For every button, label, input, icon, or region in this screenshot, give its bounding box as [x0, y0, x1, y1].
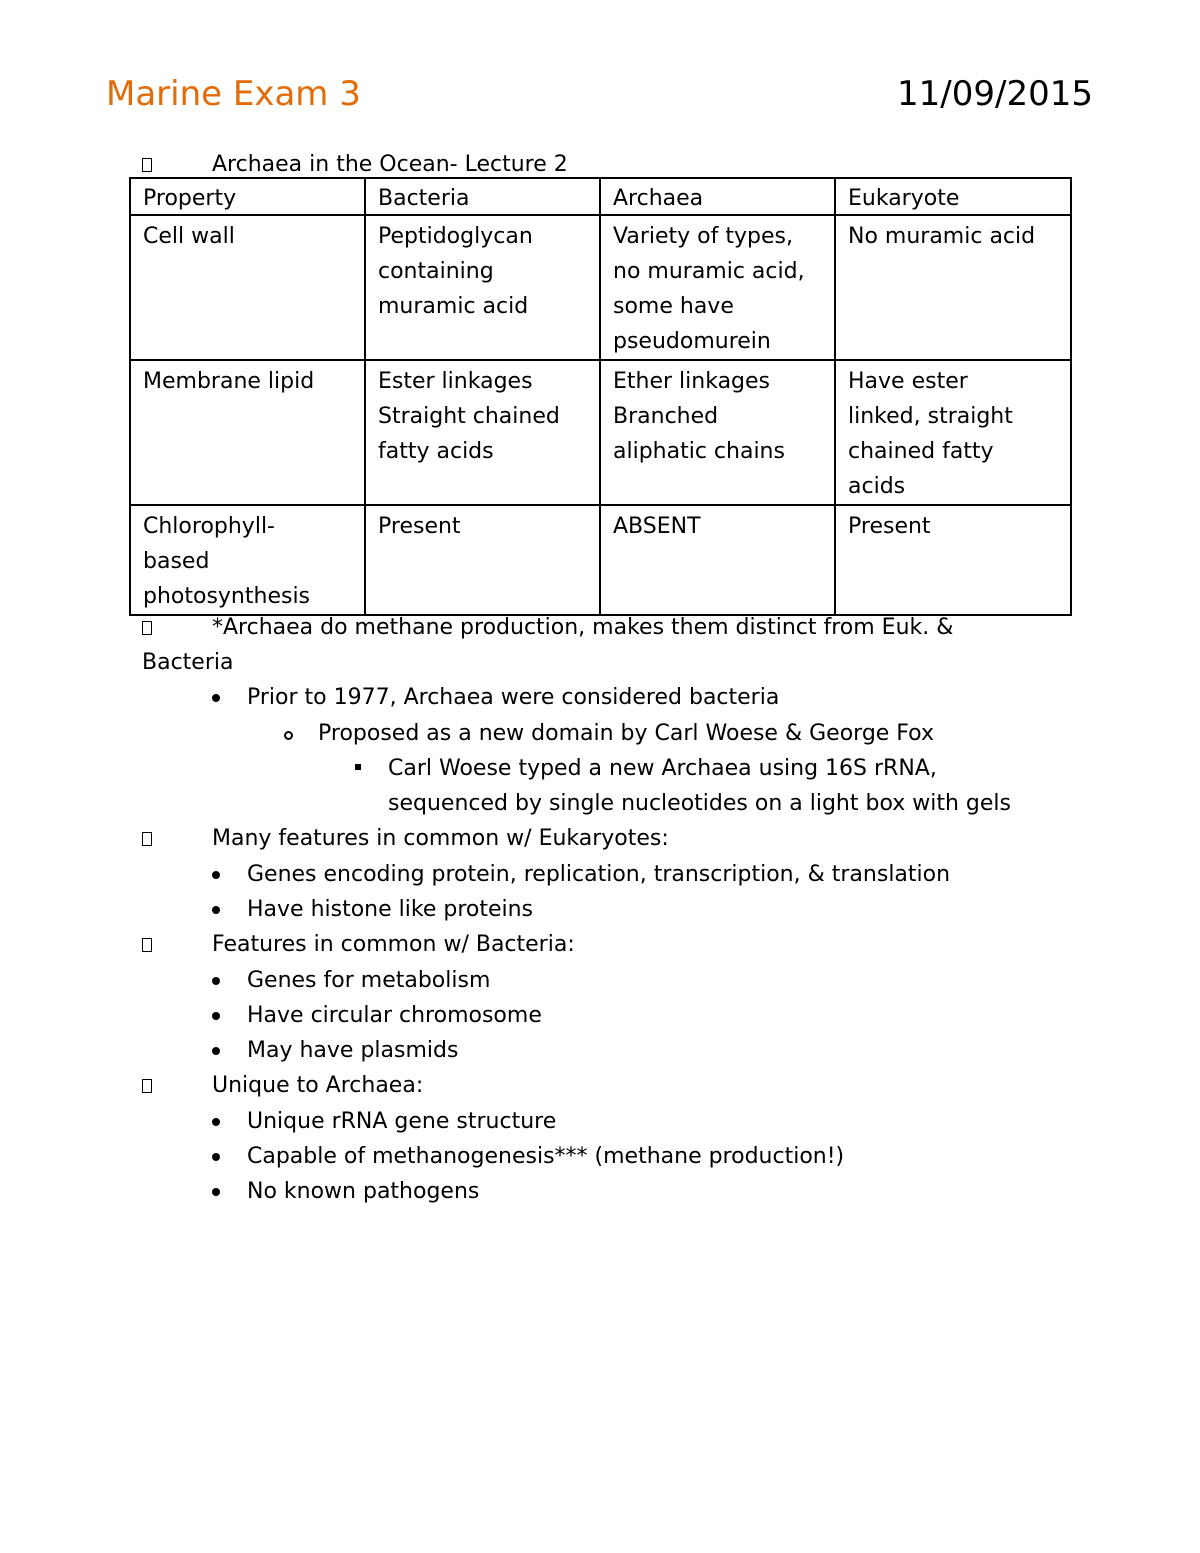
table-row: [130, 360, 1071, 505]
list-item: Prior to 1977, Archaea were considered bacteria: [247, 685, 780, 710]
missing-glyph-icon: [140, 1069, 154, 1104]
table-cell: Variety of types, no muramic acid, some have pseudomurein: [600, 215, 835, 360]
table-cell: Peptidoglycan containing muramic acid: [365, 215, 600, 360]
section-heading: Many features in common w/ Eukaryotes:: [212, 826, 669, 851]
comparison-table: [129, 177, 1072, 616]
table-row: [130, 505, 1071, 615]
list-item: Capable of methanogenesis*** (methane production!): [247, 1144, 845, 1169]
bullet-icon: [212, 1118, 220, 1126]
table-cell: ABSENT: [600, 505, 835, 615]
column-header: Archaea: [600, 178, 835, 215]
bullet-icon: [212, 871, 220, 879]
bullet-ring-icon: [284, 731, 293, 740]
list-item: Have histone like proteins: [247, 897, 534, 922]
list-item: Carl Woese typed a new Archaea using 16S rRNA,: [388, 756, 937, 781]
bullet-icon: [212, 906, 220, 914]
table-cell: Cell wall: [130, 215, 365, 360]
table-cell: Present: [835, 505, 1071, 615]
list-item: Genes encoding protein, replication, transcription, & translation: [247, 862, 951, 887]
column-header: Property: [130, 178, 365, 215]
list-item-continued: sequenced by single nucleotides on a light box with gels: [388, 791, 1011, 816]
column-header: Eukaryote: [835, 178, 1071, 215]
section-heading: Archaea in the Ocean- Lecture 2: [212, 152, 568, 177]
table-row: [130, 215, 1071, 360]
bullet-icon: [212, 1047, 220, 1055]
note-methane-line: *Archaea do methane production, makes them distinct from Euk. &: [212, 615, 954, 640]
table-header-row: [130, 178, 1071, 215]
bullet-icon: [212, 1012, 220, 1020]
document-date: 11/09/2015: [897, 74, 1093, 114]
column-header: Bacteria: [365, 178, 600, 215]
table-cell: Chlorophyll- based photosynthesis: [130, 505, 365, 615]
table-cell: Ester linkages Straight chained fatty acids: [365, 360, 600, 505]
list-item: Proposed as a new domain by Carl Woese & George Fox: [318, 721, 934, 746]
table-cell: Ether linkages Branched aliphatic chains: [600, 360, 835, 505]
section-heading: Features in common w/ Bacteria:: [212, 932, 575, 957]
list-item: May have plasmids: [247, 1038, 459, 1063]
missing-glyph-icon: [140, 822, 154, 857]
missing-glyph-icon: [140, 928, 154, 963]
list-item: Unique rRNA gene structure: [247, 1109, 557, 1134]
missing-glyph-icon: [140, 611, 154, 646]
list-item: Have circular chromosome: [247, 1003, 542, 1028]
list-item: No known pathogens: [247, 1179, 480, 1204]
bullet-icon: [212, 1188, 220, 1196]
section-heading: Unique to Archaea:: [212, 1073, 424, 1098]
document-title: Marine Exam 3: [106, 74, 361, 114]
note-methane-line-continued: Bacteria: [142, 650, 234, 675]
bullet-square-icon: [355, 764, 361, 770]
table-cell: Membrane lipid: [130, 360, 365, 505]
table-cell: Present: [365, 505, 600, 615]
table-cell: No muramic acid: [835, 215, 1071, 360]
table-cell: Have ester linked, straight chained fatty acids: [835, 360, 1071, 505]
list-item: Genes for metabolism: [247, 968, 491, 993]
bullet-icon: [212, 1153, 220, 1161]
bullet-icon: [212, 977, 220, 985]
bullet-icon: [212, 694, 220, 702]
